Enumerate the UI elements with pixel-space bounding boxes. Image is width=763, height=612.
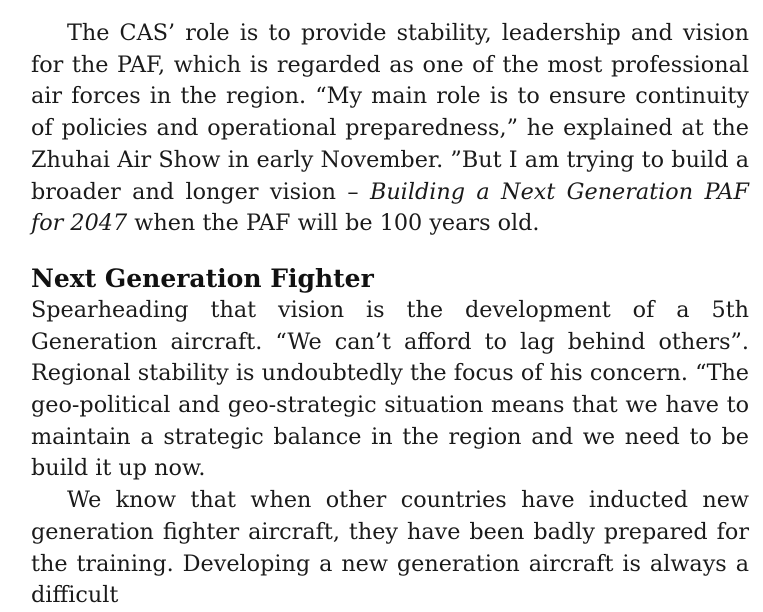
section-paragraph-2: We know that when other countries have inducted new generation fighter aircraft, they have been badly prepared for the training. Developing a new generation aircraft is always a difficult bbox=[31, 487, 749, 609]
intro-text-end: when the PAF will be 100 years old. bbox=[127, 210, 540, 237]
section-heading: Next Generation Fighter bbox=[31, 263, 374, 293]
intro-text-start: The CAS’ role is to provide stability, leadership and vision for the PAF, which is regarded as one of the most professional air forces in the region. “My main role is to ensure continuity of policies and operational preparedness,” he explained at the Zhuhai Air Show in early November. ”But I am trying to build a broader and longer vision – bbox=[31, 20, 749, 205]
section-paragraph-1: Spearheading that vision is the development of a 5th Generation aircraft. “We can’t afford to lag behind others”. Regional stability is undoubtedly the focus of his concern. “The geo-political and geo-strategic situation means that we have to maintain a strategic balance in the region and we need to be build it up now. bbox=[31, 296, 749, 482]
article-page bbox=[31, 18, 749, 612]
intro-paragraph bbox=[31, 18, 749, 240]
intro-vision-title: Building a Next Generation PAF for 2047 bbox=[31, 178, 749, 237]
